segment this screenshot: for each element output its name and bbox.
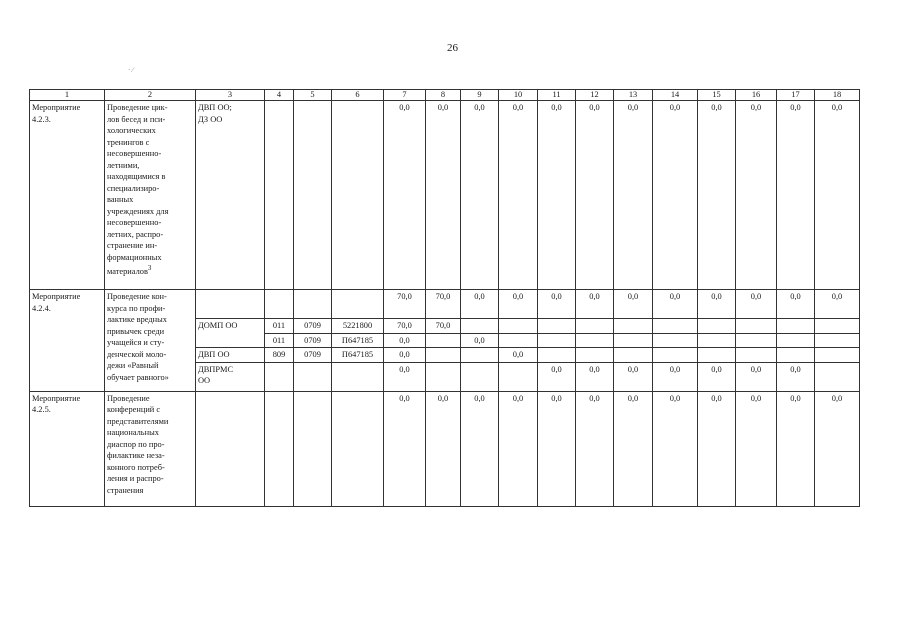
value-cell: 0,0 xyxy=(426,391,461,506)
activity-name: Мероприятие 4.2.4. xyxy=(30,290,105,392)
header-cell: 13 xyxy=(614,90,653,101)
header-cell: 4 xyxy=(265,90,294,101)
executor-cell: ДВПРМС ОО xyxy=(196,362,265,391)
value-cell: 0,0 xyxy=(698,362,736,391)
value-cell xyxy=(777,333,815,348)
activity-description xyxy=(105,101,196,290)
header-cell: 16 xyxy=(736,90,777,101)
value-cell: 0,0 xyxy=(614,101,653,290)
header-cell: 10 xyxy=(499,90,538,101)
executor-cell: ДВП ОО; ДЗ ОО xyxy=(196,101,265,290)
value-cell: 0,0 xyxy=(736,391,777,506)
table-row xyxy=(30,391,860,506)
value-cell xyxy=(736,348,777,363)
value-cell: 0,0 xyxy=(499,290,538,319)
executor-cell: ДОМП ОО xyxy=(196,319,265,348)
value-cell: 0,0 xyxy=(777,391,815,506)
value-cell xyxy=(653,319,698,334)
value-cell xyxy=(461,362,499,391)
value-cell: 0,0 xyxy=(736,290,777,319)
grbs-cell xyxy=(265,290,294,319)
program-table xyxy=(29,89,860,507)
header-cell: 3 xyxy=(196,90,265,101)
rz-cell: 0709 xyxy=(294,333,332,348)
value-cell xyxy=(698,333,736,348)
value-cell: 70,0 xyxy=(426,319,461,334)
cs-cell xyxy=(332,362,384,391)
value-cell xyxy=(653,333,698,348)
value-cell xyxy=(736,333,777,348)
cs-cell xyxy=(332,391,384,506)
rz-cell xyxy=(294,391,332,506)
value-cell: 0,0 xyxy=(777,362,815,391)
header-cell: 6 xyxy=(332,90,384,101)
value-cell xyxy=(538,348,576,363)
value-cell xyxy=(815,333,860,348)
value-cell xyxy=(499,333,538,348)
cs-cell: 5221800 xyxy=(332,319,384,334)
value-cell: 0,0 xyxy=(538,362,576,391)
header-cell: 7 xyxy=(384,90,426,101)
value-cell: 0,0 xyxy=(461,391,499,506)
executor-cell xyxy=(196,290,265,319)
value-cell: 0,0 xyxy=(461,290,499,319)
value-cell: 0,0 xyxy=(653,362,698,391)
page-number: 26 xyxy=(447,42,458,54)
executor-cell: ДВП ОО xyxy=(196,348,265,363)
value-cell: 0,0 xyxy=(777,290,815,319)
value-cell: 0,0 xyxy=(815,290,860,319)
header-cell: 5 xyxy=(294,90,332,101)
header-cell: 2 xyxy=(105,90,196,101)
value-cell xyxy=(815,348,860,363)
value-cell: 0,0 xyxy=(499,348,538,363)
value-cell: 0,0 xyxy=(576,290,614,319)
value-cell xyxy=(698,319,736,334)
cs-cell xyxy=(332,290,384,319)
table-row xyxy=(30,101,860,290)
value-cell: 0,0 xyxy=(698,290,736,319)
value-cell: 0,0 xyxy=(614,290,653,319)
value-cell xyxy=(736,319,777,334)
value-cell xyxy=(461,348,499,363)
value-cell: 0,0 xyxy=(499,101,538,290)
header-cell: 8 xyxy=(426,90,461,101)
value-cell: 0,0 xyxy=(614,362,653,391)
value-cell xyxy=(777,319,815,334)
value-cell: 0,0 xyxy=(736,101,777,290)
value-cell: 0,0 xyxy=(815,101,860,290)
cs-cell xyxy=(332,101,384,290)
stray-mark: · ∕ xyxy=(128,66,134,74)
value-cell xyxy=(426,362,461,391)
value-cell: 0,0 xyxy=(653,290,698,319)
value-cell: 0,0 xyxy=(653,101,698,290)
value-cell: 0,0 xyxy=(461,333,499,348)
value-cell: 0,0 xyxy=(815,391,860,506)
activity-description: Проведение конференций с представителями национальных диаспор по про- филактике неза- конного потреб- ления и распро- странения xyxy=(105,391,196,506)
value-cell xyxy=(614,348,653,363)
value-cell xyxy=(614,333,653,348)
value-cell: 0,0 xyxy=(426,101,461,290)
header-cell: 11 xyxy=(538,90,576,101)
value-cell: 70,0 xyxy=(384,319,426,334)
grbs-cell xyxy=(265,101,294,290)
description-text: Проведение цик- лов бесед и пси- хологических тренингов с несовершенно- летними, находящимися в специализиро- ванных учреждениях для несовершенно- летних, распро- странение ин- формационных материалов xyxy=(107,103,169,276)
grbs-cell: 809 xyxy=(265,348,294,363)
header-cell: 18 xyxy=(815,90,860,101)
rz-cell xyxy=(294,101,332,290)
value-cell xyxy=(777,348,815,363)
value-cell: 0,0 xyxy=(698,391,736,506)
value-cell xyxy=(576,333,614,348)
rz-cell: 0709 xyxy=(294,348,332,363)
value-cell: 0,0 xyxy=(384,348,426,363)
value-cell xyxy=(499,319,538,334)
activity-description: Проведение кон- курса по профи- лактике вредных привычек среди учащейся и сту- денческой моло- дежи «Равный обучает равного» xyxy=(105,290,196,392)
value-cell xyxy=(614,319,653,334)
value-cell xyxy=(653,348,698,363)
executor-cell xyxy=(196,391,265,506)
value-cell: 0,0 xyxy=(461,101,499,290)
value-cell: 0,0 xyxy=(384,101,426,290)
value-cell: 0,0 xyxy=(736,362,777,391)
value-cell: 0,0 xyxy=(698,101,736,290)
value-cell: 70,0 xyxy=(426,290,461,319)
grbs-cell: 011 xyxy=(265,333,294,348)
header-cell: 15 xyxy=(698,90,736,101)
activity-name: Мероприятие 4.2.3. xyxy=(30,101,105,290)
value-cell xyxy=(815,362,860,391)
rz-cell xyxy=(294,362,332,391)
grbs-cell xyxy=(265,362,294,391)
value-cell: 0,0 xyxy=(538,101,576,290)
value-cell: 0,0 xyxy=(384,362,426,391)
value-cell: 0,0 xyxy=(653,391,698,506)
value-cell xyxy=(461,319,499,334)
header-cell: 17 xyxy=(777,90,815,101)
activity-name: Мероприятие 4.2.5. xyxy=(30,391,105,506)
rz-cell xyxy=(294,290,332,319)
value-cell: 0,0 xyxy=(777,101,815,290)
value-cell xyxy=(576,348,614,363)
table-row xyxy=(30,290,860,319)
header-cell: 12 xyxy=(576,90,614,101)
value-cell: 0,0 xyxy=(384,333,426,348)
value-cell xyxy=(499,362,538,391)
value-cell: 0,0 xyxy=(576,362,614,391)
value-cell xyxy=(426,348,461,363)
value-cell: 0,0 xyxy=(576,391,614,506)
header-row xyxy=(30,90,860,101)
header-cell: 9 xyxy=(461,90,499,101)
value-cell: 0,0 xyxy=(538,290,576,319)
value-cell xyxy=(698,348,736,363)
grbs-cell xyxy=(265,391,294,506)
header-cell: 14 xyxy=(653,90,698,101)
value-cell xyxy=(426,333,461,348)
value-cell: 0,0 xyxy=(576,101,614,290)
cs-cell: П647185 xyxy=(332,348,384,363)
rz-cell: 0709 xyxy=(294,319,332,334)
value-cell: 0,0 xyxy=(384,391,426,506)
value-cell: 0,0 xyxy=(614,391,653,506)
footnote-mark: 3 xyxy=(147,264,152,272)
value-cell xyxy=(538,333,576,348)
cs-cell: П647185 xyxy=(332,333,384,348)
header-cell: 1 xyxy=(30,90,105,101)
grbs-cell: 011 xyxy=(265,319,294,334)
value-cell: 70,0 xyxy=(384,290,426,319)
value-cell xyxy=(815,319,860,334)
value-cell: 0,0 xyxy=(538,391,576,506)
value-cell xyxy=(538,319,576,334)
value-cell xyxy=(576,319,614,334)
value-cell: 0,0 xyxy=(499,391,538,506)
